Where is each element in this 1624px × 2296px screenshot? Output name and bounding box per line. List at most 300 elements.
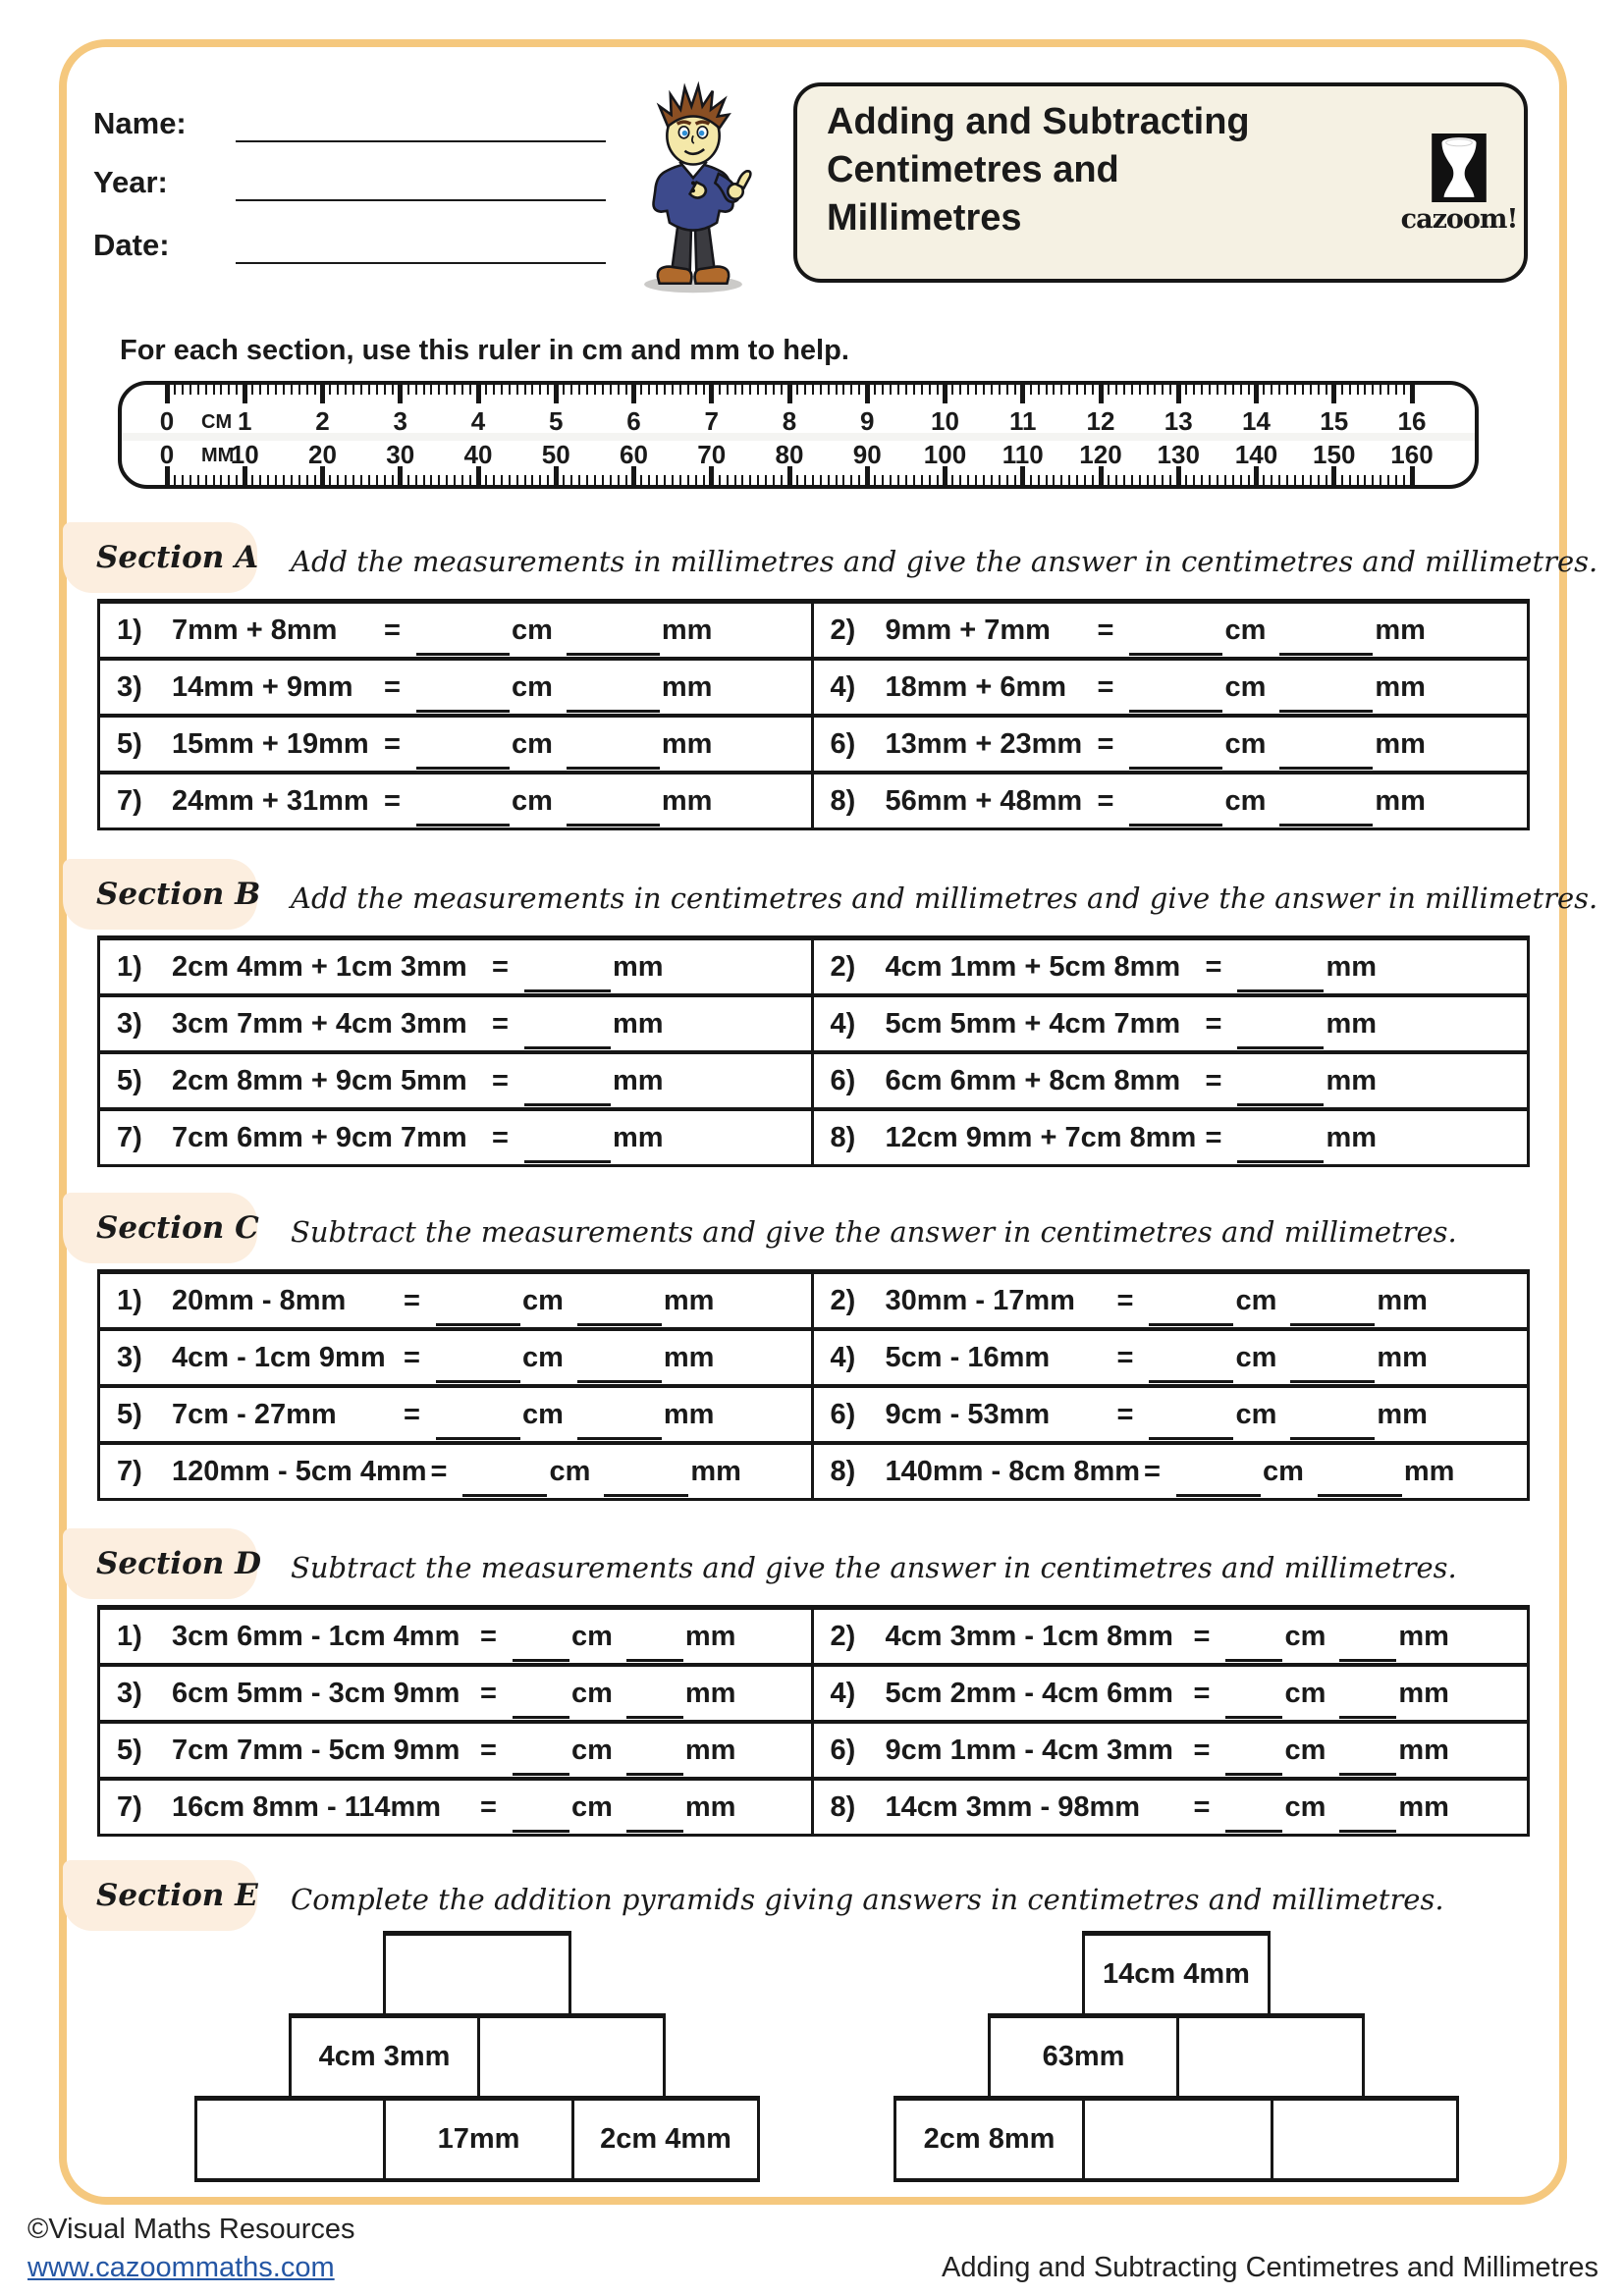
ruler-tick: [516, 385, 518, 395]
ruler-tick: [951, 385, 953, 395]
ruler-mm-label: 160: [1390, 440, 1434, 469]
year-line[interactable]: [236, 199, 606, 201]
question-cell: [100, 1054, 814, 1107]
ruler-tick: [1310, 385, 1312, 395]
ruler-tick: [594, 385, 596, 395]
ruler-tick: [734, 475, 736, 485]
question-number: 6): [830, 1064, 856, 1096]
ruler-tick: [524, 385, 526, 395]
pyramid-row: [882, 2096, 1471, 2182]
ruler-tick: [1060, 475, 1062, 485]
question-number: 1): [117, 1284, 142, 1316]
ruler-tick: [719, 385, 721, 395]
ruler-tick: [618, 475, 620, 485]
answer-blank: [524, 1074, 611, 1106]
ruler-cm-label: 4: [470, 406, 486, 436]
ruler-tick: [656, 475, 658, 485]
ruler-tick: [796, 385, 798, 395]
question-expression: 9cm - 53mm: [885, 1398, 1051, 1430]
name-label: Name:: [93, 106, 187, 140]
ruler-tick: [485, 475, 487, 485]
equals-sign: =: [430, 1455, 448, 1487]
question-cell: [814, 1054, 1528, 1107]
question-number: 4): [830, 670, 856, 703]
section-d-pill: [63, 1528, 261, 1599]
ruler-tick: [1326, 475, 1327, 485]
ruler-tick: [306, 475, 308, 485]
ruler-tick: [1068, 385, 1070, 395]
unit-cm-label: cm: [1284, 1620, 1326, 1652]
pyramid-cell-value: 14cm 4mm: [1103, 1958, 1250, 1990]
ruler-tick: [796, 475, 798, 485]
ruler-tick: [787, 385, 792, 403]
answer-blank: [1237, 1131, 1324, 1163]
ruler-tick: [213, 475, 215, 485]
question-number: 7): [117, 784, 142, 817]
ruler-tick: [586, 475, 588, 485]
ruler-mm-label: 120: [1079, 440, 1122, 469]
section-e-pill: [63, 1860, 257, 1931]
pyramid-row-cells: [194, 2096, 760, 2182]
answer-blank: [1129, 623, 1222, 656]
ruler-mm-label: 150: [1313, 440, 1356, 469]
ruler-tick: [1395, 385, 1397, 395]
equals-sign: =: [1097, 727, 1114, 760]
unit-mm-label: mm: [1398, 1677, 1449, 1709]
ruler-tick: [804, 385, 806, 395]
ruler-tick: [937, 475, 939, 485]
ruler-tick: [1006, 385, 1008, 395]
ruler-tick: [1364, 475, 1366, 485]
cazoommaths-link[interactable]: www.cazoommaths.com: [27, 2252, 335, 2283]
ruler-mm-label: 130: [1157, 440, 1200, 469]
answer-blank: [524, 1131, 611, 1163]
answer-blank: [577, 1408, 662, 1440]
question-cell: [100, 1274, 814, 1327]
question-number: 8): [830, 1790, 856, 1823]
ruler-tick: [1254, 385, 1259, 403]
ruler-tick: [236, 385, 238, 395]
question-cell: [100, 1331, 814, 1384]
answer-blank: [1339, 1800, 1396, 1833]
ruler-tick: [913, 475, 915, 485]
question-number: 6): [830, 727, 856, 760]
question-row: [100, 661, 1527, 718]
question-expression: 24mm + 31mm: [172, 784, 369, 817]
section-e-label: Section E: [96, 1878, 258, 1913]
ruler-tick: [1068, 475, 1070, 485]
ruler-mm-label: 140: [1234, 440, 1278, 469]
ruler-tick: [423, 385, 425, 395]
unit-mm-label: mm: [684, 1620, 736, 1652]
question-cell: [100, 1388, 814, 1441]
ruler-tick: [602, 475, 604, 485]
ruler-tick: [1053, 475, 1055, 485]
cazoom-drum-icon: [1432, 133, 1487, 202]
ruler-tick: [1286, 475, 1288, 485]
question-cell: [814, 661, 1528, 714]
cazoom-logo-text: cazoom!: [1400, 204, 1518, 235]
equals-sign: =: [384, 670, 401, 703]
unit-mm-label: mm: [1326, 1007, 1378, 1040]
question-number: 8): [830, 1121, 856, 1153]
ruler-tick: [836, 475, 838, 485]
question-row: [100, 718, 1527, 774]
answer-blank: [416, 680, 510, 713]
ruler-tick: [189, 475, 191, 485]
ruler-tick: [913, 385, 915, 395]
answer-blank: [1237, 1074, 1324, 1106]
section-d-instruction: Subtract the measurements and give the answer in centimetres and millimetres.: [291, 1551, 1457, 1584]
ruler-tick: [352, 475, 354, 485]
ruler-tick: [1108, 385, 1110, 395]
unit-mm-label: mm: [1375, 727, 1426, 760]
ruler-tick: [672, 475, 674, 485]
ruler-tick: [1169, 475, 1171, 485]
ruler-tick: [1217, 475, 1218, 485]
ruler-tick: [983, 475, 985, 485]
question-cell: [814, 1667, 1528, 1720]
ruler-tick: [709, 385, 714, 403]
question-number: 6): [830, 1398, 856, 1430]
ruler-tick: [1139, 385, 1141, 395]
equals-sign: =: [480, 1734, 497, 1766]
ruler-tick: [999, 385, 1001, 395]
unit-cm-label: cm: [570, 1677, 613, 1709]
ruler-tick: [975, 385, 977, 395]
ruler-tick: [415, 475, 417, 485]
unit-mm-label: mm: [612, 950, 664, 983]
ruler-tick: [1278, 385, 1280, 395]
answer-blank: [524, 960, 611, 992]
ruler-tick: [213, 385, 215, 395]
answer-blank: [436, 1294, 520, 1326]
ruler-tick: [547, 385, 549, 395]
pyramid-row: [183, 1931, 772, 2013]
equals-sign: =: [480, 1677, 497, 1709]
ruler-tick: [220, 385, 222, 395]
unit-cm-label: cm: [1262, 1455, 1304, 1487]
unit-cm-label: cm: [570, 1620, 613, 1652]
equals-sign: =: [1205, 1007, 1222, 1040]
ruler-tick: [625, 475, 627, 485]
worksheet-title-box: [793, 82, 1528, 283]
ruler-tick: [1115, 385, 1117, 395]
ruler-tick: [1147, 385, 1149, 395]
question-expression: 7cm - 27mm: [172, 1398, 337, 1430]
unit-mm-label: mm: [1398, 1790, 1449, 1823]
ruler-tick: [1014, 475, 1016, 485]
equals-sign: =: [404, 1341, 420, 1373]
section-b-label: Section B: [96, 877, 261, 912]
ruler-tick: [842, 475, 844, 485]
ruler-mm-label: 10: [230, 440, 259, 469]
ruler-tick: [1217, 385, 1218, 395]
question-expression: 6cm 5mm - 3cm 9mm: [172, 1677, 460, 1709]
answer-blank: [577, 1351, 662, 1383]
ruler-tick: [679, 385, 681, 395]
unit-cm-label: cm: [521, 1398, 564, 1430]
ruler-tick: [1248, 475, 1250, 485]
ruler-tick: [1380, 475, 1381, 485]
question-number: 6): [830, 1734, 856, 1766]
ruler-tick: [586, 385, 588, 395]
question-expression: 2cm 8mm + 9cm 5mm: [172, 1064, 467, 1096]
answer-blank: [1129, 737, 1222, 770]
ruler-tick: [874, 385, 876, 395]
ruler-tick: [1278, 475, 1280, 485]
question-number: 3): [117, 670, 142, 703]
answer-blank: [567, 680, 660, 713]
ruler-tick: [461, 475, 463, 485]
ruler-tick: [251, 385, 253, 395]
unit-cm-label: cm: [521, 1341, 564, 1373]
ruler-tick: [727, 385, 729, 395]
question-cell: [814, 1781, 1528, 1834]
ruler-tick: [1248, 385, 1250, 395]
ruler-tick: [1193, 385, 1195, 395]
ruler-tick: [1372, 385, 1374, 395]
section-d-label: Section D: [96, 1546, 261, 1581]
pyramid-cell: [1082, 2101, 1271, 2178]
unit-cm-label: cm: [511, 784, 553, 817]
pyramid-cell: [194, 2101, 383, 2178]
unit-mm-label: mm: [661, 727, 713, 760]
date-line[interactable]: [236, 262, 606, 264]
ruler-tick: [259, 385, 261, 395]
ruler-tick: [446, 475, 448, 485]
unit-mm-label: mm: [1403, 1455, 1455, 1487]
ruler-tick: [1310, 475, 1312, 485]
ruler-tick: [228, 385, 230, 395]
ruler-tick: [220, 475, 222, 485]
equals-sign: =: [384, 784, 401, 817]
ruler-tick: [1349, 475, 1351, 485]
ruler-tick: [882, 475, 884, 485]
ruler-tick: [820, 475, 822, 485]
unit-mm-label: mm: [612, 1007, 664, 1040]
question-cell: [100, 718, 814, 771]
ruler-tick: [741, 385, 743, 395]
ruler-tick: [1263, 475, 1265, 485]
ruler-tick: [1193, 475, 1195, 485]
ruler-tick: [1271, 385, 1272, 395]
pyramid-cell: [988, 2018, 1176, 2096]
equals-sign: =: [492, 1064, 509, 1096]
ruler-tick: [392, 385, 394, 395]
ruler-tick: [664, 385, 666, 395]
ruler-tick: [1076, 475, 1078, 485]
ruler-tick: [243, 385, 247, 403]
ruler-tick: [1341, 475, 1343, 485]
ruler-tick: [1131, 475, 1133, 485]
cartoon-boy-icon: [609, 57, 778, 314]
unit-mm-label: mm: [684, 1734, 736, 1766]
question-number: 5): [117, 1398, 142, 1430]
question-expression: 4cm 1mm + 5cm 8mm: [885, 950, 1181, 983]
unit-mm-label: mm: [612, 1121, 664, 1153]
question-row: [100, 1274, 1527, 1331]
question-expression: 13mm + 23mm: [885, 727, 1083, 760]
ruler-tick: [664, 475, 666, 485]
ruler-tick: [1232, 385, 1234, 395]
ruler-tick: [858, 385, 860, 395]
ruler-cm-label: 12: [1086, 406, 1115, 436]
ruler-tick: [1326, 385, 1327, 395]
ruler-tick: [1108, 475, 1110, 485]
question-number: 2): [830, 1620, 856, 1652]
ruler-tick: [951, 475, 953, 485]
answer-blank: [1176, 1465, 1261, 1497]
ruler-tick: [1387, 475, 1389, 485]
ruler-tick: [991, 475, 993, 485]
ruler-tick: [298, 475, 300, 485]
pyramid-cell-value: 4cm 3mm: [318, 2041, 451, 2072]
ruler-tick: [828, 475, 830, 485]
ruler-tick: [1092, 385, 1094, 395]
ruler-tick: [415, 385, 417, 395]
ruler-tick: [1201, 475, 1203, 485]
pyramid-row: [183, 2013, 772, 2096]
ruler-mm-unit-label: MM: [201, 445, 235, 466]
answer-blank: [1290, 1294, 1375, 1326]
section-1-table: [97, 935, 1530, 1167]
unit-mm-label: mm: [663, 1341, 715, 1373]
ruler-tick: [1006, 475, 1008, 485]
question-row: [100, 997, 1527, 1054]
ruler-tick: [749, 475, 751, 485]
ruler-mm-label: 0: [159, 440, 175, 469]
question-expression: 7cm 6mm + 9cm 7mm: [172, 1121, 467, 1153]
question-row: [100, 1445, 1527, 1498]
ruler-tick: [197, 475, 199, 485]
unit-cm-label: cm: [511, 614, 553, 646]
pyramid-cell: [383, 1936, 571, 2013]
ruler-tick: [314, 475, 316, 485]
answer-blank: [1279, 680, 1373, 713]
ruler-tick: [337, 475, 339, 485]
section-2-table: [97, 1269, 1530, 1501]
ruler-tick: [563, 385, 565, 395]
ruler-tick: [703, 475, 705, 485]
equals-sign: =: [1205, 950, 1222, 983]
ruler-tick: [1410, 385, 1415, 403]
ruler-tick: [1403, 475, 1405, 485]
ruler-cm-label: 14: [1242, 406, 1271, 436]
ruler-tick: [781, 475, 783, 485]
unit-cm-label: cm: [1235, 1341, 1277, 1373]
equals-sign: =: [1193, 1734, 1211, 1766]
ruler-tick: [298, 385, 300, 395]
ruler-tick: [1038, 385, 1040, 395]
ruler-mm-label: 50: [541, 440, 570, 469]
ruler-tick: [610, 385, 612, 395]
equals-sign: =: [404, 1398, 420, 1430]
ruler-tick: [205, 385, 207, 395]
ruler-tick: [1162, 475, 1164, 485]
unit-mm-label: mm: [1375, 670, 1426, 703]
ruler-tick: [1139, 475, 1141, 485]
ruler-tick: [337, 385, 339, 395]
unit-mm-label: mm: [1326, 950, 1378, 983]
ruler-tick: [983, 385, 985, 395]
ruler-tick: [1131, 385, 1133, 395]
ruler-tick: [858, 475, 860, 485]
unit-mm-label: mm: [661, 784, 713, 817]
ruler-tick: [509, 475, 511, 485]
ruler-tick: [570, 475, 572, 485]
ruler-tick: [563, 475, 565, 485]
question-expression: 16cm 8mm - 114mm: [172, 1790, 442, 1823]
pyramid-cell: [893, 2101, 1082, 2178]
ruler-tick: [959, 475, 961, 485]
unit-mm-label: mm: [661, 670, 713, 703]
answer-blank: [513, 1686, 569, 1719]
ruler-tick: [625, 385, 627, 395]
ruler-tick: [454, 475, 456, 485]
question-expression: 18mm + 6mm: [885, 670, 1067, 703]
ruler-tick: [236, 475, 238, 485]
unit-cm-label: cm: [511, 670, 553, 703]
answer-blank: [626, 1629, 683, 1662]
question-cell: [814, 1274, 1528, 1327]
ruler-tick: [967, 475, 969, 485]
ruler-tick: [320, 385, 325, 403]
ruler-tick: [929, 475, 931, 485]
question-cell: [100, 1111, 814, 1164]
question-cell: [100, 1781, 814, 1834]
answer-blank: [416, 623, 510, 656]
ruler-mm-label: 40: [463, 440, 493, 469]
ruler-tick: [874, 475, 876, 485]
answer-blank: [513, 1800, 569, 1833]
question-number: 4): [830, 1007, 856, 1040]
unit-cm-label: cm: [1224, 784, 1267, 817]
unit-mm-label: mm: [1377, 1284, 1428, 1316]
answer-blank: [1225, 1743, 1282, 1776]
ruler-tick: [516, 475, 518, 485]
ruler-tick: [991, 385, 993, 395]
equals-sign: =: [1205, 1121, 1222, 1153]
answer-blank: [524, 1017, 611, 1049]
question-number: 5): [117, 1064, 142, 1096]
ruler-tick: [631, 385, 636, 403]
ruler-cm-label: 11: [1009, 406, 1037, 436]
question-number: 7): [117, 1790, 142, 1823]
ruler-tick: [345, 385, 347, 395]
title-line-2: Centimetres and: [827, 149, 1119, 190]
equals-sign: =: [1116, 1284, 1134, 1316]
ruler-tick: [1123, 385, 1125, 395]
ruler-tick: [1294, 475, 1296, 485]
unit-mm-label: mm: [684, 1790, 736, 1823]
equals-sign: =: [1097, 614, 1114, 646]
ruler-tick: [398, 385, 403, 403]
ruler-tick: [1240, 385, 1242, 395]
unit-cm-label: cm: [549, 1455, 591, 1487]
ruler-tick: [368, 475, 370, 485]
ruler-tick: [1115, 475, 1117, 485]
ruler-tick: [1357, 385, 1359, 395]
ruler-mm-label: 90: [852, 440, 882, 469]
ruler-tick: [1014, 385, 1016, 395]
ruler-tick: [929, 385, 931, 395]
question-row: [100, 1781, 1527, 1834]
question-cell: [814, 604, 1528, 657]
question-row: [100, 1111, 1527, 1164]
ruler-tick: [469, 385, 471, 395]
name-line[interactable]: [236, 140, 606, 142]
